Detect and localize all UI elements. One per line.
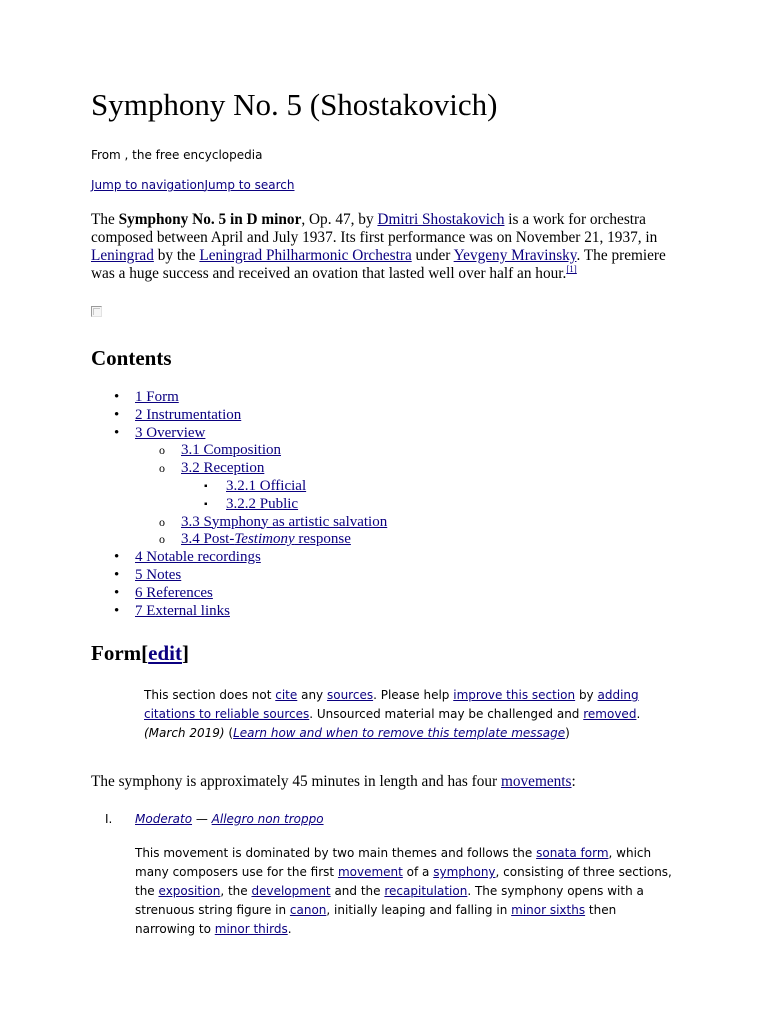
cite-link[interactable]: cite [275,688,298,702]
toc-link-artistic-salvation[interactable]: 3.3 Symphony as artistic salvation [181,513,388,530]
circle-bullet-icon: o [159,514,165,529]
removed-link[interactable]: removed [583,707,637,721]
description-text: then narrowing to [135,903,617,936]
page-title: Symphony No. 5 (Shostakovich) [91,87,498,122]
toc-item [0,496,700,514]
form-heading-text: Form [91,641,142,665]
description-text: and the [330,884,385,898]
notice-text: This section does not [144,688,276,702]
description-text: of a [402,865,434,879]
citation-needed-notice [144,686,684,743]
notice-text: . [636,707,641,721]
movement-number: I. [105,812,113,826]
allegro-link[interactable] [212,812,324,826]
notice-text: ( [224,726,234,740]
toc-link-notes[interactable]: 5 Notes [135,566,182,583]
improve-section-link[interactable]: improve this section [453,688,576,702]
description-text: This movement is dominated by two main themes and follows the [135,846,537,860]
description-text: , consisting of three sections, the [135,865,672,898]
description-text: , which many composers use for the first [135,846,652,879]
toc-link-notable-recordings[interactable]: 4 Notable recordings [135,549,261,566]
toc-link-form[interactable]: 1 Form [135,389,179,405]
description-text: . [287,922,292,936]
notice-text: ) [565,726,570,740]
circle-bullet-icon: o [159,461,165,476]
lead-text: is a work for orchestra composed between April and July 1937. Its first performance was on November 21, 1937, in [91,211,658,246]
lead-text: . The premiere was a huge success and received an ovation that lasted well over half an hour. [91,247,666,282]
allegro-link-text: Allegro non troppo [211,812,324,826]
development-link[interactable]: development [251,884,331,898]
moderato-link-text: Moderato [135,812,193,826]
toc-item [0,478,700,496]
bullet-icon: • [114,389,120,405]
toc-item [0,531,700,549]
toc-item [0,389,700,407]
edit-bracket: [ [141,641,149,665]
square-bullet-icon: ▪ [204,480,208,492]
bullet-icon: • [114,406,120,423]
bullet-icon: • [114,602,120,619]
lead-text: The [91,211,119,228]
moderato-link[interactable] [135,812,192,826]
toc-link-references[interactable]: 6 References [135,584,213,601]
movements-intro [91,773,576,791]
description-text: , initially leaping and falling in [326,903,512,917]
table-of-contents [0,389,700,620]
description-text: . The symphony opens with a strenuous string figure in [135,884,644,917]
exposition-link[interactable]: exposition [158,884,221,898]
sources-link[interactable]: sources [326,688,374,702]
reference-link[interactable]: [1] [566,263,577,274]
toc-link-external-links[interactable]: 7 External links [135,602,230,619]
toc-link-reception[interactable]: 3.2 Reception [181,460,265,477]
lead-paragraph [91,211,691,283]
toc-link-text: response [294,531,351,548]
square-bullet-icon: ▪ [204,498,208,510]
sonata-form-link[interactable]: sonata form [536,846,609,860]
adding-citations-link[interactable]: adding citations to reliable sources [144,688,639,721]
toc-item [0,549,700,567]
toc-item [0,603,700,621]
toc-link-post-testimony[interactable] [181,531,351,547]
jump-to-search-link[interactable]: Jump to search [204,178,295,192]
toc-item [0,425,700,443]
leningrad-link[interactable]: Leningrad [91,247,154,264]
circle-bullet-icon: o [159,443,165,458]
learn-how-link-text: Learn how and when to remove this template message [233,726,566,740]
toc-link-text: 3.4 Post- [181,531,235,548]
movements-link[interactable]: movements [500,773,572,790]
notice-date: (March 2019) [144,726,225,740]
notice-text: by [575,688,598,702]
minor-sixths-link[interactable]: minor sixths [511,903,586,917]
movement-title-separator: — [192,812,212,826]
toc-item [0,567,700,585]
toc-item [0,514,700,532]
bullet-icon: • [114,549,120,566]
toc-link-public[interactable]: 3.2.2 Public [226,495,299,512]
edit-bracket: ] [181,641,189,665]
toc-item [0,407,700,425]
lead-bold-title: Symphony No. 5 in D minor [118,211,302,228]
movement-title [135,810,324,828]
notice-text: . Please help [373,688,454,702]
description-text: , the [220,884,252,898]
toc-link-text-italic: Testimony [234,531,295,548]
jump-to-navigation-link[interactable]: Jump to navigation [91,178,205,192]
mravinsky-link[interactable]: Yevgeny Mravinsky [453,247,577,264]
toc-item [0,585,700,603]
bullet-icon: • [114,566,120,583]
philharmonic-link[interactable]: Leningrad Philharmonic Orchestra [199,247,412,264]
toc-link-composition[interactable]: 3.1 Composition [181,442,282,459]
intro-text: : [571,773,576,790]
bullet-icon: • [114,424,120,441]
lead-text: by the [153,247,200,264]
form-section-heading [91,639,189,667]
circle-bullet-icon: o [159,532,165,547]
minor-thirds-link[interactable]: minor thirds [214,922,288,936]
notice-text: any [297,688,327,702]
toc-link-instrumentation[interactable]: 2 Instrumentation [135,406,242,423]
toc-item [0,460,700,478]
movement-link[interactable]: movement [337,865,403,879]
canon-link[interactable]: canon [289,903,327,917]
bullet-icon: • [114,584,120,601]
shostakovich-link[interactable]: Dmitri Shostakovich [377,211,505,228]
toc-link-official[interactable]: 3.2.1 Official [226,477,307,494]
broken-image-icon [91,306,102,317]
toc-item [0,442,700,460]
lead-text: under [411,247,454,264]
symphony-link[interactable]: symphony [433,865,496,879]
recapitulation-link[interactable]: recapitulation [384,884,468,898]
site-tagline: From , the free encyclopedia [91,148,263,162]
jump-links [91,176,294,194]
edit-section-link[interactable]: edit [148,641,182,665]
notice-text: . Unsourced material may be challenged and [309,707,584,721]
intro-text: The symphony is approximately 45 minutes in length and has four [91,773,501,790]
toc-link-overview[interactable]: 3 Overview [135,424,206,441]
learn-how-link[interactable] [233,726,565,740]
contents-heading: Contents [91,346,172,370]
lead-text: , Op. 47, by [301,211,378,228]
movement-description [135,844,680,939]
